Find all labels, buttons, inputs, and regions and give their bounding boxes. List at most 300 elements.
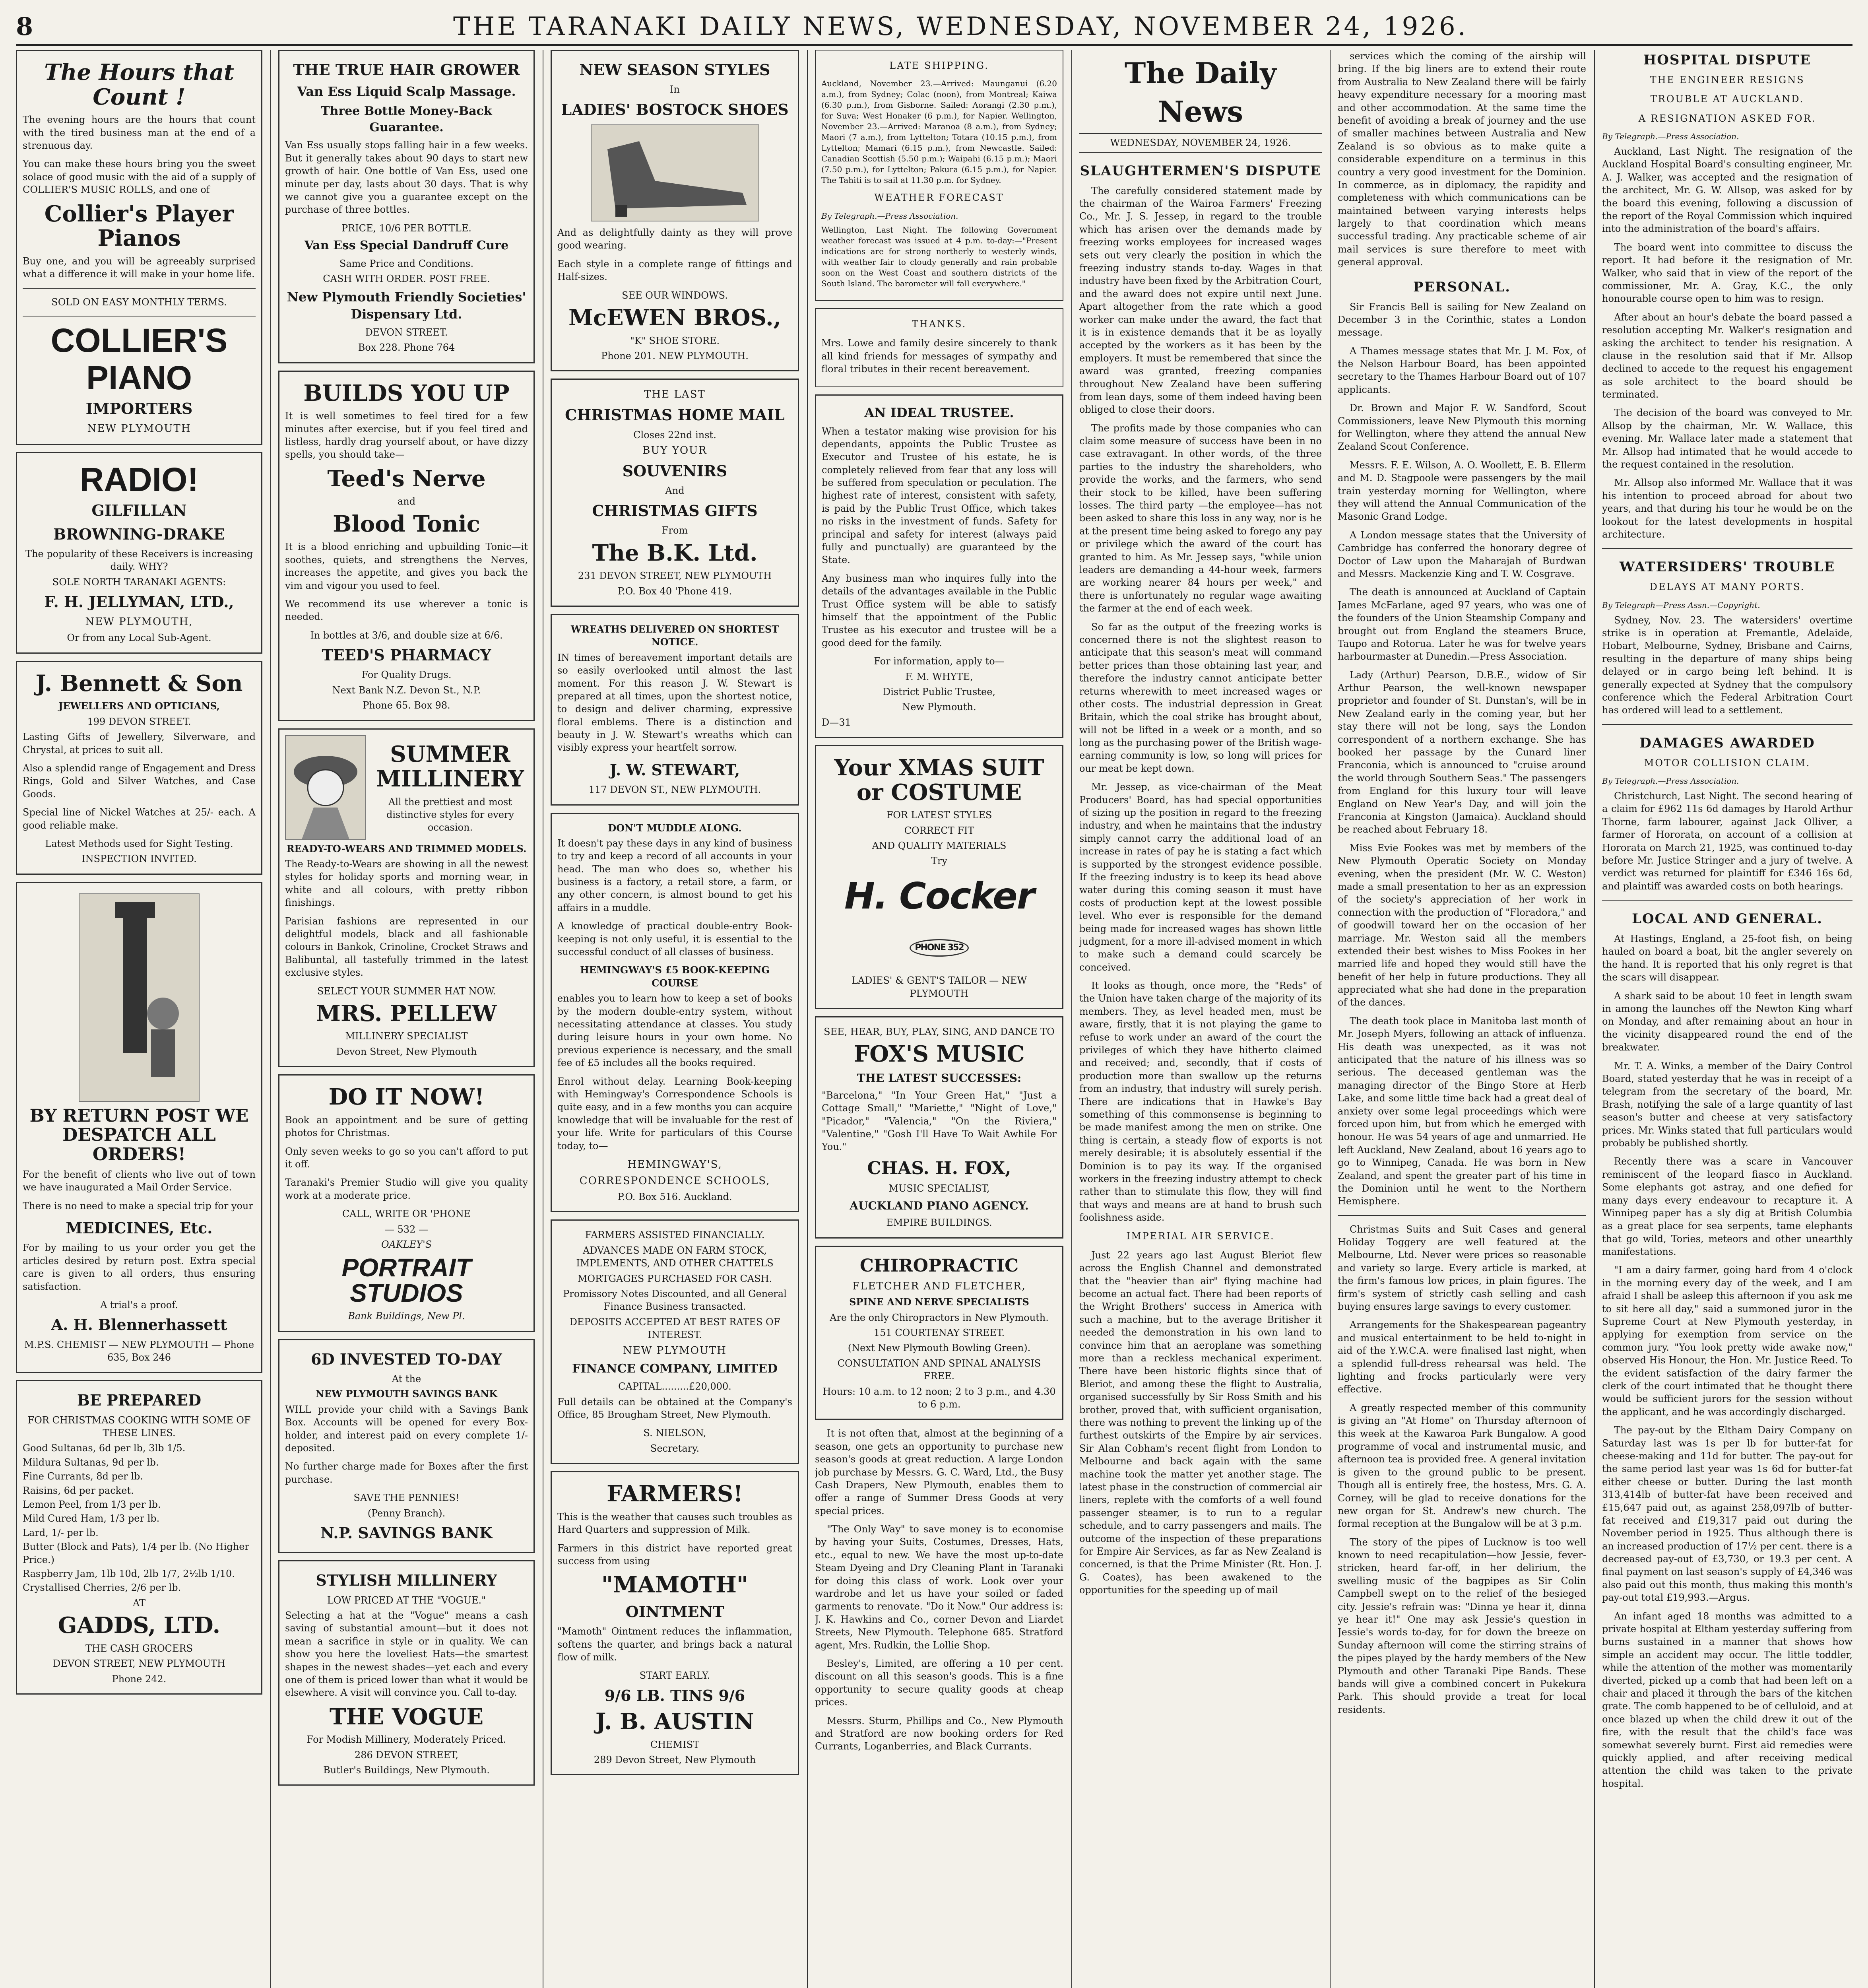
byline: By Telegraph.—Press Association.: [1602, 776, 1739, 786]
ad-text: IN times of bereavement important details are so easily overlooked until almost the last moment. For this reason J. W. Stewart is prepared at all times, upon the shortest notice, to design and deliver charming, expressive floral emblems. There is a distinction and beauty in J. W. Stewart's wreaths which can visibly express your heartfelt sorrow.: [557, 652, 792, 753]
article-text: The story of the pipes of Lucknow is too well known to need recapitulation—how Jessie, fever-stricken, heard far-off, in her delirium, the swelling music of the bagpipes as Sir Colin Campbell swept on to the relief of the besieged city. Jessie's refrain was: "Dinna ye hear it, dinna ye hear it!" One may ask Jessie's question in Jessie's words to-day, for for down the breeze on Sunday afternoon will come the stirring strains of the pipes played by the hardy members of the New Plymouth and other Taranaki Pipe Bands. These bands will give a combined concert in Pukekura Park. This should provide a treat for local residents.: [1338, 1536, 1586, 1715]
stylish-millinery: STYLISH MILLINERY: [316, 1571, 497, 1590]
portrait-studios: PORTRAIT STUDIOS: [341, 1253, 471, 1308]
ad-colliers: [16, 50, 262, 445]
easy-terms: SOLD ON EASY MONTHLY TERMS.: [51, 296, 227, 308]
be-prepared: BE PREPARED: [77, 1391, 202, 1409]
medicines: MEDICINES, Etc.: [66, 1219, 213, 1237]
np: NEW PLYMOUTH: [623, 1344, 727, 1357]
location: NEW PLYMOUTH,: [85, 616, 193, 628]
ad-savings-bank: [278, 1339, 535, 1553]
ad-text: Special line of Nickel Watches at 25/- each. A good reliable make.: [23, 807, 256, 831]
ad-text: For by mailing to us your order you get the articles desired by return post. Extra special care is given to all orders, thus ensuring satisfaction.: [23, 1242, 256, 1292]
article-text: Mr. T. A. Winks, a member of the Dairy Control Board, stated yesterday that he was in receipt of a telegram from the secretary of the board, Mr. Brash, notifying the sale of a large quantity of last season's butter and cheese at very satisfactory prices. Mr. Winks stated that full particulars would probably be published shortly.: [1602, 1060, 1852, 1149]
article-text: The pay-out by the Eltham Dairy Company on Saturday last was 1s per lb for butter-fat for cheese-making and 11d for butter. The pay-out for the same period last year was 1s 6d for butter-fat either cheese or butter. During the last month 313,414lb of butter-fat have been received and £15,647 paid out, as against 258,097lb of butter-fat received and £19,317 paid out during the November period in 1925. Thus although there is an increased production of 17½ per cent. there is a decreased pay-out of £3,730, or 19.3 per cent. A final payment on last season's supply of £4,346 was also paid out this month, thus making this month's pay-out total £19,993.—Argus.: [1602, 1425, 1852, 1604]
phone: Phone 242.: [112, 1673, 167, 1685]
box-phone: Box 228. Phone 764: [358, 342, 455, 353]
advances: ADVANCES MADE ON FARM STOCK, IMPLEMENTS, AND OTHER CHATTELS: [576, 1244, 774, 1269]
mrs-pellew: MRS. PELLEW: [316, 1000, 497, 1027]
ad-text: Enrol without delay. Learning Book-keeping with Hemingway's Correspondence Schools is quite easy, and in a few months you can acquire knowledge that will be invaluable for the rest of your life. Write for particulars of this Course today, to—: [557, 1076, 792, 1151]
article-text: Mr. Allsop also informed Mr. Wallace that it was his intention to proceed abroad for about two years, and that during his tour he would be on the lookout for the latest developments in hospital architecture.: [1602, 477, 1852, 540]
article-text: Mrs. Lowe and family desire sincerely to thank all kind friends for messages of sympathy and floral tributes in their recent bereavement.: [821, 338, 1057, 375]
article-text: An infant aged 18 months was admitted to a private hospital at Eltham yesterday suffering from burns sustained in a manner that shows how simple an accident may occur. The little toddler, while the attention of the mother was momentarily diverted, picked up a comb that had been left on a chair and placed it through the bars of the kitchen grate. The comb happened to be of celluloid, and at once blazed up when the child drew it out of the fire, with the result that the child's face was somewhat severely burnt. First aid remedies were quickly applied, and after receiving medical attention the child was taken to the private hospital.: [1602, 1610, 1852, 1789]
address: Next Bank N.Z. Devon St., N.P.: [332, 684, 481, 696]
thanks-box: [815, 308, 1063, 388]
successes: THE LATEST SUCCESSES:: [857, 1072, 1022, 1085]
sixd-invested: 6D INVESTED TO-DAY: [311, 1350, 502, 1368]
ad-text: You can make these hours bring you the sweet solace of good music with the aid of a supply of COLLIER'S MUSIC ROLLS, and one of: [23, 158, 256, 196]
ad-gadds: [16, 1380, 262, 1695]
christmas-gifts: CHRISTMAS GIFTS: [592, 501, 758, 520]
see-windows: SEE OUR WINDOWS.: [622, 289, 728, 301]
start-early: START EARLY.: [639, 1670, 710, 1681]
piano-agency: AUCKLAND PIANO AGENCY.: [850, 1199, 1029, 1212]
ad-stewart: [551, 614, 799, 806]
piano-heading: PIANO: [86, 359, 192, 396]
ready-to-wears: READY-TO-WEARS AND TRIMMED MODELS.: [286, 843, 527, 854]
list-item: Raisins, 6d per packet.: [23, 1485, 134, 1496]
address: DEVON STREET, NEW PLYMOUTH: [53, 1658, 225, 1670]
ad-text: Farmers in this district have reported great success from using: [557, 1542, 792, 1567]
closes: Closes 22nd inst.: [633, 429, 716, 441]
return-post: BY RETURN POST WE DESPATCH ALL ORDERS!: [29, 1105, 249, 1165]
music-specialist: MUSIC SPECIALIST,: [888, 1183, 990, 1194]
article-text: After about an hour's debate the board passed a resolution accepting Mr. Walker's resignation and asking the architect to tender his resignation. A clause in the resolution said that if Mr. Allsop declined to accede to the request his engagement as sole architect to the board should be terminated.: [1602, 311, 1852, 400]
jewellers: JEWELLERS AND OPTICIANS,: [58, 700, 220, 712]
divider: [23, 288, 256, 289]
address: 199 DEVON STREET.: [87, 716, 191, 727]
fox-music: FOX'S MUSIC: [853, 1041, 1025, 1068]
nielson: S. NIELSON,: [643, 1427, 706, 1439]
ad-text: We recommend its use wherever a tonic is needed.: [285, 598, 528, 623]
ointment: OINTMENT: [625, 1602, 724, 1621]
divider: [1602, 900, 1852, 901]
ad-text: Taranaki's Premier Studio will give you quality work at a moderate price.: [285, 1177, 528, 1201]
hours: Hours: 10 a.m. to 12 noon; 2 to 3 p.m., and 4.30 to 6 p.m.: [822, 1386, 1056, 1410]
article-text: Recently there was a scare in Vancouver reminiscent of the leopard fiasco in Auckland. Some elephants got astray, and one defied for many days every endeavour to recapture it. A Winnipeg paper has a sly dig at British Columbia as a great place for sea serpents, tame elephants that go wild, Tories, meteors and other unearthly manifestations.: [1602, 1156, 1852, 1258]
article-text: Auckland, Last Night. The resignation of the Auckland Hospital Board's consulting engineer, Mr. A. J. Walker, was accepted and the resignation of the architect, Mr. G. W. Allsop, was asked for by the board this evening, following a discussion of the report of the Royal Commission which inquired into the administration of the board's affairs.: [1602, 146, 1852, 235]
dateline: WEDNESDAY, NOVEMBER 24, 1926.: [1079, 133, 1322, 152]
summer-millinery: SUMMER MILLINERY: [376, 741, 524, 792]
ad-text: This is the weather that causes such troubles as Hard Quarters and suppression of Milk.: [557, 1511, 792, 1536]
ad-text: Buy one, and you will be agreeably surprised what a difference it will make in your home life.: [23, 255, 256, 280]
inspection: INSPECTION INVITED.: [81, 853, 197, 865]
ad-text: A knowledge of practical double-entry Book-keeping is not only useful, it is essential to the successful conduct of all classes of business.: [557, 920, 792, 958]
ad-text: There is no need to make a special trip for your: [23, 1200, 253, 1211]
ad-bk: [551, 379, 799, 607]
in: In: [670, 84, 680, 95]
dandruff: Van Ess Special Dandruff Cure: [304, 239, 509, 253]
teeds-pharmacy: TEED'S PHARMACY: [322, 646, 491, 664]
see-hear: SEE, HEAR, BUY, PLAY, SING, AND DANCE TO: [824, 1026, 1055, 1038]
np-savings: N.P. SAVINGS BANK: [320, 1524, 493, 1542]
article-text: Wellington, Last Night. The following Government weather forecast was issued at 4 p.m. to-day:—"Present indications are for strong northerly to westerly winds, with weather fair to cloudy generally and rain probable soon on the West Coast and southern districts of the South Island. The barometer will fall everywhere.": [821, 225, 1057, 288]
address: DEVON STREET.: [365, 326, 448, 338]
ad-text: Selecting a hat at the "Vogue" means a cash saving of substantial amount—but it does not mean a sacrifice in style or in quality. We can show you here the loveliest Hats—the smartest shapes in the newest shades—yet each and every one of them is priced lower than what it would be elsewhere. A visit will convince you. Call to-day.: [285, 1609, 528, 1699]
ad-mcewen: [551, 50, 799, 371]
ad-text: Same Price and Conditions.: [339, 258, 474, 269]
list-item: Lemon Peel, from 1/3 per lb.: [23, 1499, 161, 1510]
byline: By Telegraph.—Press Association.: [1602, 132, 1739, 142]
ad-text: CASH WITH ORDER. POST FREE.: [323, 273, 490, 285]
ad-chiropractic: [815, 1246, 1063, 1420]
address: 151 COURTENAY STREET.: [873, 1327, 1005, 1338]
article-text: A greatly respected member of this community is giving an "At Home" on Thursday afternoon of this week at the Kawaroa Park Bungalow. A good programme of vocal and instrumental music, and afternoon tea is provided free. A general invitation is given to the ground public to be present. Though all is entirely free, the hostess, Mrs. G. A. Corney, will be glad to receive donations for the new organ for St. Andrew's new church. The formal reception at the Bungalow will be at 3 p.m.: [1338, 1402, 1586, 1530]
ad-cocker: [815, 745, 1063, 1009]
buy-your: BUY YOUR: [642, 445, 707, 457]
building: Butler's Buildings, New Plymouth.: [323, 1765, 490, 1776]
new-season: NEW SEASON STYLES: [579, 61, 770, 79]
ad-text: Each style in a complete range of fittings and Half-sizes.: [557, 258, 792, 283]
article-text: Arrangements for the Shakespearean pageantry and musical entertainment to be held to-night in aid of the Y.W.C.A. were finalised last night, when a splendid full-dress rehearsal was held. The lighting and frocks particularly were very effective.: [1338, 1319, 1586, 1395]
stylish-sub: LOW PRICED AT THE "VOGUE.": [327, 1594, 486, 1606]
column-rule: [807, 50, 808, 1988]
editorial-text: Mr. Jessep, as vice-chairman of the Meat Producers' Board, has had special opportunities of sizing up the position in regard to the freezing industry, and when he maintains that the industry simply cannot carry the additional load of an increase in rates of pay he is stating a fact which is supported by the strongest evidence possible. If the freezing industry is to keep its head above water during this coming season it must have costs of production kept at the lowest possible level. Who ever is responsible for the demand being made for increased wages has shown little judgment, for a more ill-advised moment in which to make such a demand could scarcely be conceived.: [1079, 781, 1322, 973]
and: and: [397, 496, 416, 507]
ad-vogue: [278, 1560, 535, 1786]
editorial-text: services which the coming of the airship will bring. If the big liners are to extend their route from Australia to New Zealand there will be fairly heavy expenditure necessary for a mooring mast and other accommodation. At the same time the benefit of avoiding a break of journey and the use of smaller machines between Australia and New Zealand is so obvious as to make quite a considerable expenditure on a terminus in this country a very good investment for the Dominion. In commerce, as in diplomacy, the rapidity and completeness with which communications can be maintained between varying interests helps largely to that coordination which means successful trading. Any practicable scheme of air mail services is sure therefore to meet with general approval.: [1338, 50, 1586, 268]
wreaths: WREATHS DELIVERED ON SHORTEST NOTICE.: [570, 623, 779, 648]
ad-bennett: [16, 661, 262, 875]
editorial-text: The carefully considered statement made by the chairman of the Wairoa Farmers' Freezing Co., Mr. J. S. Jessep, in regard to the trouble which has arisen over the demands made by freezing works employees for increased wages sets out very clearly the position in which the freezing industry stands to-day. Wages in that industry have been fixed by the Arbitration Court, and the award does not expire until next June. Apart altogether from the rate which a good worker can make under the award, the fact that it is in existence demands that it be as loyally accepted by the workers as it has been by the employers. It must be remembered that since the award was granted, freezing companies throughout New Zealand have been suffering from lean days, some of them indeed having been obliged to close their doors.: [1079, 185, 1322, 415]
list-item: Mild Cured Ham, 1/3 per lb.: [23, 1513, 160, 1524]
cocker-name: H. Cocker: [844, 874, 1034, 917]
ad-text: When a testator making wise provision for his dependants, appoints the Public Trustee as Executor and Trustee of his estate, he is completely relieved from fear that any loss will be suffered from speculation or peculation. The highest rate of interest, consistent with safety, is paid by the Public Trust Office, which takes no risks in the investment of funds. Safety for principal and safety for interest (always paid fully and punctually) are guaranteed by the State.: [822, 425, 1057, 566]
article-text: It is not often that, almost at the beginning of a season, one gets an opportunity to purchase new season's goods at great reduction. A large London job purchase by Messrs. G. C. Ward, Ltd., the Busy Cash Drapers, New Plymouth, enables them to offer a range of Summer Dress Goods at very special prices.: [815, 1428, 1063, 1516]
consult: CONSULTATION AND SPINAL ANALYSIS FREE.: [837, 1357, 1041, 1382]
cash-grocers: THE CASH GROCERS: [85, 1642, 193, 1654]
column-5: [1079, 50, 1322, 1988]
ad-text: Any business man who inquires fully into the details of the advantages available in the Public Trust Office system will be able to satisfy himself that the appointment of the Public Trustee as his executor and trustee will be a good deed for the family.: [822, 573, 1057, 648]
latest-styles: FOR LATEST STYLES: [886, 810, 992, 821]
article-text: Auckland, November 23.—Arrived: Maunganui (6.20 a.m.), from Sydney; Colac (noon), from Montreal; Kaiwa (6.30 p.m.), from Gisborne. Sailed: Aorangi (2.30 p.m.), for Suva; West Honaker (6 p.m.), for Napier. Wellington, November 23.—Arrived: Maranoa (8 a.m.), from Sydney; Maori (7 a.m.), from Lyttelton; Totara (10.15 p.m.), from Lyttelton; Mamari (6.15 p.m.), from Newcastle. Sailed: Canadian Scottish (5.50 p.m.); Waipahi (6.15 p.m.); Maori (7.50 p.m.), for Lyttelton; Pakura (6.15 p.m.), for Napier. The Tahiti is to sail at 11.30 p.m. for Sydney.: [821, 79, 1057, 185]
vogue-sub: For Modish Millinery, Moderately Priced.: [306, 1734, 506, 1745]
list-item: Crystallised Cherries, 2/6 per lb.: [23, 1582, 181, 1594]
ad-text: Latest Methods used for Sight Testing.: [45, 838, 233, 849]
bk-ltd: The B.K. Ltd.: [592, 540, 758, 566]
k-shoe: "K" SHOE STORE.: [630, 335, 720, 346]
ad-text: Parisian fashions are represented in our delightful models, black and all fashionable colours in Bankok, Crinoline, Crocket Straws and Balibuntal, all tastefully trimmed in the latest exclusive styles.: [285, 915, 528, 978]
divider: [1602, 548, 1852, 549]
and: And: [665, 485, 685, 497]
article-text: A London message states that the University of Cambridge has conferred the honorary degree of Doctor of Law upon the Maharajah of Burdwan and Messrs. Mackenzie King and T. W. Cosgrave.: [1338, 529, 1586, 579]
editorial-text: Just 22 years ago last August Bleriot flew across the English Channel and demonstrated that the "heavier than air" flying machine had become an actual fact. There had been reports of the Wright Brothers' success in America with such a machine, but to the average Britisher it needed the demonstration in his own land to convince him that an aeroplane was something more than a reckless mechanical experiment. There have been historic flights since that of Bleriot, and among these the flight to Australia, organised successfully by Sir Ross Smith and his brother, proved that, with sufficient organisation, there was nothing to prevent the linking up of the furthest outskirts of the Empire by air services. Sir Alan Cobham's recent flight from London to Melbourne and back again with the same machine took the matter yet another stage. The latest phase in the construction of commercial air liners, replete with the comforts of a well found passenger steamer, is to run to a regular schedule, and to carry passengers and mails. The outcome of the inspection of these preparations for Empire Air Services, as far as New Zealand is concerned, is that the Prime Minister (Rt. Hon. J. G. Coates), has been awakened to the opportunities for the speeding up of mail: [1079, 1249, 1322, 1596]
browning-drake: BROWNING-DRAKE: [53, 525, 225, 543]
masthead-title: THE TARANAKI DAILY NEWS, WEDNESDAY, NOVEMBER 24, 1926.: [453, 12, 1468, 41]
column-rule: [1071, 50, 1072, 1988]
ad-oakleys: [278, 1074, 535, 1332]
article-text: Dr. Brown and Major F. W. Sandford, Scout Commissioners, leave New Plymouth this morning for Wellington, where they attend the annual New Zealand Scout Conference.: [1338, 402, 1586, 452]
ad-text: For Quality Drugs.: [361, 669, 452, 681]
shipping-box: [815, 50, 1063, 301]
info: For information, apply to—: [874, 656, 1005, 667]
shoe-icon: [592, 125, 758, 221]
article-text: At Hastings, England, a 25-foot fish, on being hauled on board a boat, bit the angler severely on the hand. It is reported that his only regret is that the scars will disappear.: [1602, 933, 1852, 983]
cocker-sub: LADIES' & GENT'S TAILOR — NEW PLYMOUTH: [851, 975, 1027, 999]
blennerhassett: A. H. Blennerhassett: [51, 1316, 227, 1334]
tins: 9/6 LB. TINS 9/6: [604, 1686, 745, 1705]
hemingways: HEMINGWAY'S,: [627, 1158, 722, 1171]
ad-text: All the prettiest and most distinctive styles for every occasion.: [386, 796, 514, 833]
at-the: At the: [392, 1373, 421, 1385]
column-7: [1602, 50, 1852, 1988]
bennett-heading: J. Bennett & Son: [35, 670, 243, 697]
grocery-list: [23, 1442, 256, 1594]
article-text: "I am a dairy farmer, going hard from 4 o'clock in the morning every day of the week, and I am afraid I shall be asleep this afternoon if you ask me to sit here all day," said a summoned juror in the Supreme Court at New Plymouth yesterday, in applying for exemption from service on the common jury. "You look pretty wide awake now," observed His Honour, the Hon. Mr. Justice Reed. To the evident satisfaction of the dairy farmer the clerk of the court intimated that he thought there would be sufficient jurors for the session without the applicant, and he was accordingly discharged.: [1602, 1264, 1852, 1417]
chiropractic: CHIROPRACTIC: [859, 1255, 1019, 1276]
section-heading: WEATHER FORECAST: [874, 192, 1004, 204]
mortgages: MORTGAGES PURCHASED FOR CASH.: [577, 1273, 772, 1284]
address: Devon Street, New Plymouth: [336, 1046, 477, 1057]
stewart: J. W. STEWART,: [609, 761, 740, 779]
ad-text: The Ready-to-Wears are showing in all the newest styles for holiday sports and morning wear, in white and all colours, with pretty ribbon finishings.: [285, 858, 528, 909]
article-text: Messrs. Sturm, Phillips and Co., New Plymouth and Stratford are now booking orders for Red Currants, Loganberries, and Black Currants.: [815, 1715, 1063, 1752]
penny-branch: (Penny Branch).: [367, 1507, 446, 1519]
location: NEW PLYMOUTH: [87, 423, 191, 435]
ad-van-ess: [278, 50, 535, 363]
ad-text: Full details can be obtained at the Company's Office, 85 Brougham Street, New Plymouth.: [557, 1396, 792, 1420]
postman-illustration: [79, 893, 200, 1102]
whyte-loc: New Plymouth.: [902, 701, 976, 713]
article-text: The decision of the board was conveyed to Mr. Allsop by the chairman, Mr. W. Wallace, this evening. Mr. Wallace later made a statement that Mr. Allsop had intimated that he would accede to the request contained in the resolution.: [1602, 407, 1852, 470]
ad-text: And as delightfully dainty as they will prove good wearing.: [557, 227, 792, 251]
ad-teeds: [278, 371, 535, 721]
from: From: [661, 525, 688, 536]
article-text: The board went into committee to discuss the report. It had before it the resignation of Mr. Walker, who said that in view of the report of the commissioner, Mr. A. Gray, K.C., the only honourable course open to him was to resign.: [1602, 241, 1852, 305]
sub-agent: Or from any Local Sub-Agent.: [67, 632, 211, 644]
list-item: Fine Currants, 8d per lb.: [23, 1471, 143, 1482]
sub-heading: TROUBLE AT AUCKLAND.: [1650, 93, 1804, 105]
divider: [1338, 1215, 1586, 1216]
ad-text: It is a blood enriching and upbuilding Tonic—it soothes, quiets, and strengthens the Nerves, increases the appetite, and gives you back the vim and vigour you used to feel.: [285, 541, 528, 591]
bank-buildings: Bank Buildings, New Pl.: [348, 1310, 465, 1322]
byline: By Telegraph.—Press Association.: [821, 211, 958, 221]
lady-hat-icon: [286, 736, 365, 839]
farmers: FARMERS!: [607, 1481, 743, 1507]
column-2: [278, 50, 535, 1988]
try: Try: [931, 855, 948, 867]
editorial-heading: SLAUGHTERMEN'S DISPUTE: [1080, 163, 1321, 179]
savings-bank: NEW PLYMOUTH SAVINGS BANK: [315, 1388, 498, 1400]
ad-text: "Barcelona," "In Your Green Hat," "Just a Cottage Small," "Mariette," "Night of Love," "Picador," "Valencia," "On the Riviera," "Valentine," "Gosh I'll Have To Wait Awhile For You.": [822, 1089, 1057, 1153]
address: 117 DEVON ST., NEW PLYMOUTH.: [588, 784, 761, 796]
ad-text: The evening hours are the hours that count with the tired business man at the end of a strenuous day.: [23, 114, 256, 151]
chas-fox: CHAS. H. FOX,: [867, 1158, 1011, 1178]
section-heading: THANKS.: [912, 318, 967, 330]
paper-name: The Daily News: [1124, 56, 1277, 129]
page-number: 8: [16, 12, 33, 41]
ad-hemingway: [551, 813, 799, 1213]
list-item: Lard, 1/- per lb.: [23, 1527, 99, 1538]
article-text: The death took place in Manitoba last month of Mr. Joseph Myers, following an attack of influenza. His death was unexpected, as it was not anticipated that the nature of his illness was so serious. The deceased gentleman was the managing director of the Bingo Store at Herb Lake, and some little time back had a great deal of anxiety over some legal proceedings which were forced upon him, but from which he emerged with honour. He was 54 years of age and unmarried. He left Auckland, New Zealand, about 16 years ago to go to Winnipeg, Canada. He was born in New Zealand, and spent the greater part of his time in the Dominion until he went to the Northern Hemisphere.: [1338, 1015, 1586, 1207]
section-heading: WATERSIDERS' TROUBLE: [1619, 559, 1835, 575]
column-6: [1338, 50, 1586, 1988]
bostock-shoes: LADIES' BOSTOCK SHOES: [561, 100, 789, 118]
builds-heading: BUILDS YOU UP: [303, 380, 510, 406]
the-last: THE LAST: [644, 388, 706, 401]
editorial-text: It looks as though, once more, the "Reds" of the Union have taken charge of the majority of its members. They, as level headed men, must be aware, firstly, that it is not playing the game to refuse to work under an award of the court the privileges of which they have hitherto claimed and received; and, secondly, that if costs of production more than swallow up the returns from an industry, that industry will surely perish. There are indications that in Hawke's Bay something of this commonsense is beginning to be made manifest among the men on strike. One thing is certain, a steady flow of exports is not merely desirable; it is absolutely essential if the Dominion is to pay its way. If the organised workers in the freezing industry attempt to check rather than to stimulate this flow, they will find that ways and means are at hand to brush such foolishness aside.: [1079, 980, 1322, 1223]
tonic-heading: Blood Tonic: [333, 511, 480, 537]
do-it-now: DO IT NOW!: [328, 1084, 485, 1110]
millinery-specialist: MILLINERY SPECIALIST: [345, 1031, 468, 1042]
select-hat: SELECT YOUR SUMMER HAT NOW.: [317, 985, 496, 997]
call-write: CALL, WRITE OR 'PHONE: [342, 1208, 471, 1220]
course: HEMINGWAY'S £5 BOOK-KEEPING COURSE: [580, 964, 770, 989]
ad-text: It doesn't pay these days in any kind of business to try and keep a record of all accounts in your head. The man who does so, whether his business is a factory, a retail store, a farm, or any other concern, is almost bound to get his affairs in a muddle.: [557, 837, 792, 913]
box-phone: P.O. Box 40 'Phone 419.: [617, 585, 732, 597]
address: 231 DEVON STREET, NEW PLYMOUTH: [578, 570, 772, 582]
ad-text: No further charge made for Boxes after the first purchase.: [285, 1461, 528, 1485]
article-text: Lady (Arthur) Pearson, D.B.E., widow of Sir Arthur Pearson, the well-known newspaper proprietor and founder of St. Dunstan's, will be in New Zealand early in the coming year, but her stay there will not be long, says the London correspondent of a northern exchange. She has booked her passage by the Cunard liner Franconia, which is announced to "cruise around the world through Southern Seas." The passengers from England for this luxury tour will leave England on New Year's Day, and will join the Franconia at Kingston (Jamaica). Auckland should be reached about February 18.: [1338, 669, 1586, 835]
trial: A trial's a proof.: [100, 1299, 178, 1310]
sole-agents: SOLE NORTH TARANAKI AGENTS:: [52, 576, 226, 588]
article-text: Christchurch, Last Night. The second hearing of a claim for £962 11s 6d damages by Harold Arthur Thorne, farm labourer, against Jack Olliver, a farmer of Hororata, on account of a collision at Hororata on March 21, 1925, was continued to-day before Mr. Justice Stringer and a jury of twelve. A verdict was returned for plaintiff for £346 16s 6d, and plaintiff was awarded costs on both hearings.: [1602, 790, 1852, 892]
gadds: GADDS, LTD.: [58, 1612, 221, 1639]
ad-text: Van Ess usually stops falling hair in a few weeks. But it generally takes about 90 days to start new growth of hair. One bottle of Van Ess, used one minute per day, lasts about 30 days. That is why we cannot give you a guarantee except on the purchase of three bottles.: [285, 140, 528, 215]
empire: EMPIRE BUILDINGS.: [886, 1217, 992, 1229]
promissory: Promissory Notes Discounted, and all General Finance Business transacted.: [563, 1288, 787, 1312]
gilfillan: GILFILLAN: [91, 501, 187, 520]
quality: AND QUALITY MATERIALS: [872, 840, 1007, 852]
ad-text: Only seven weeks to go so you can't afford to put it off.: [285, 1145, 528, 1170]
ad-public-trust: [815, 394, 1063, 738]
ad-austin: [551, 1471, 799, 1775]
secretary: Secretary.: [650, 1442, 700, 1454]
ad-text: enables you to learn how to keep a set of books by the modern double-entry system, without necessitating attendance at classes. You study during leisure hours in your own home. No previous experience is necessary, and the small fee of £5 includes all the books required.: [557, 993, 792, 1069]
page-masthead: [16, 8, 1852, 46]
ad-fox-music: [815, 1016, 1063, 1239]
nerve-heading: Teed's Nerve: [327, 465, 486, 492]
only: Are the only Chiropractors in New Plymouth.: [830, 1312, 1049, 1323]
article-text: Messrs. F. E. Wilson, A. O. Woollett, E. B. Ellerm and M. D. Stagpoole were passengers by the mail train yesterday morning for Wellington, where they will attend the Annual Communication of the Masonic Grand Lodge.: [1338, 459, 1586, 522]
list-item: Butter (Block and Pats), 1/4 per lb. (No Higher Price.): [23, 1541, 249, 1565]
fletcher: FLETCHER AND FLETCHER,: [852, 1280, 1026, 1293]
column-4: [815, 50, 1063, 1988]
ad-text: "Mamoth" Ointment reduces the inflammation, softens the quarter, and brings back a natural flow of milk.: [557, 1626, 792, 1663]
section-heading: HOSPITAL DISPUTE: [1643, 52, 1811, 68]
ad-code: D—31: [822, 716, 851, 728]
phone: — 532 —: [384, 1223, 429, 1235]
ideal-trustee: AN IDEAL TRUSTEE.: [864, 405, 1014, 421]
article-text: Sydney, Nov. 23. The watersiders' overtime strike is in operation at Fremantle, Adelaide, Hobart, Melbourne, Sydney, Brisbane and Cairns, resulting in the departure of many ships being delayed or in cargo being left behind. It is generally expected at Sydney that the compulsory conference which the Federal Arbitration Court has ordered will lead to a settlement.: [1602, 614, 1852, 716]
finance-company: FINANCE COMPANY, LIMITED: [572, 1361, 778, 1376]
ad-text: For the benefit of clients who live out of town we have inaugurated a Mail Order Service.: [23, 1169, 256, 1193]
article-text: The death is announced at Auckland of Captain James McFarlane, aged 97 years, who was one of the founders of the Union Steamship Company and brought out from England the steamers Bruce, Taupo and Rotorua. Later he was for twelve years harbourmaster at Dunedin.—Press Association.: [1338, 586, 1586, 662]
ad-text: Lasting Gifts of Jewellery, Silverware, and Chrystal, at prices to suit all.: [23, 731, 256, 755]
colliers-heading: COLLIER'S: [50, 321, 228, 359]
ad-blennerhassett: [16, 882, 262, 1373]
column-rule: [1594, 50, 1595, 1988]
phone-badge: PHONE 352: [910, 939, 968, 957]
article-text: "The Only Way" to save money is to economise by having your Suits, Costumes, Dresses, Hats, etc., equal to new. We have the most up-to-date Steam Dyeing and Dry Cleaning Plant in Taranaki for doing this class of work. Look over your wardrobe and let us have your soiled or faded garments to renovate. "Do it Now." Our address is: J. K. Hawkins and Co., corner Devon and Liardet Streets, New Plymouth. Telephone 685. Stratford agent, Mrs. Rudkin, the Lollie Shop.: [815, 1524, 1063, 1651]
list-item: Raspberry Jam, 1lb 10d, 2lb 1/7, 2½lb 1/10.: [23, 1568, 235, 1579]
shoe-illustration: [591, 124, 759, 221]
prepared-sub: FOR CHRISTMAS COOKING WITH SOME OF THESE LINES.: [27, 1414, 251, 1439]
player-pianos: Collier's Player Pianos: [44, 200, 234, 252]
postman-icon: [80, 894, 199, 1101]
friendly-societies: New Plymouth Friendly Societies' Dispensary Ltd.: [287, 289, 526, 322]
phone: Phone 201. NEW PLYMOUTH.: [601, 350, 749, 361]
sub-heading: MOTOR COLLISION CLAIM.: [1644, 757, 1811, 769]
box: P.O. Box 516. Auckland.: [617, 1191, 732, 1203]
article-text: Besley's, Limited, are offering a 10 per cent. discount on all this season's goods. This is a fine opportunity to secure quality goods at cheap prices.: [815, 1658, 1063, 1708]
article-text: Christmas Suits and Suit Cases and general Holiday Toggery are well featured at the Melbourne, Ltd. Never were prices so reasonable and variety so large. Every article is marked, at the firm's famous low prices, in plain figures. The firm's system of strictly cash selling and cash buying ensures large savings to every customer.: [1338, 1223, 1586, 1312]
souvenirs: SOUVENIRS: [622, 462, 727, 480]
guarantee: Three Bottle Money-Back Guarantee.: [321, 104, 492, 134]
editorial-text: So far as the output of the freezing works is concerned there is not the slightest reason to anticipate that this season's meat will command better prices than those obtaining last year, and therefore the industry cannot anticipate better returns wherewith to meet increased wages or other costs. The industrial depression in Great Britain, which the coal strike has brought about, will not be lifted in a week or a month, and so long as the purchasing power of the British wage-earning community is low, so long will prices for our meat be kept down.: [1079, 621, 1322, 774]
price: PRICE, 10/6 PER BOTTLE.: [341, 222, 472, 234]
phone: Phone 65. Box 98.: [363, 700, 450, 711]
divider: [1602, 724, 1852, 725]
address: 289 Devon Street, New Plymouth: [594, 1754, 756, 1766]
ad-text: The popularity of these Receivers is increasing daily. WHY?: [25, 548, 253, 573]
cocker-logo: [822, 872, 1057, 970]
radio-heading: RADIO!: [80, 461, 199, 499]
importers: IMPORTERS: [85, 399, 193, 417]
ad-radio: [16, 452, 262, 654]
byline: By Telegraph—Press Assn.—Copyright.: [1602, 600, 1760, 610]
ad-text: WILL provide your child with a Savings Bank Box. Accounts will be opened for every Box-holder, and interest paid on every complete 1/- deposited.: [285, 1404, 528, 1454]
sub-heading: THE ENGINEER RESIGNS: [1650, 74, 1805, 85]
whyte-title: District Public Trustee,: [883, 686, 996, 697]
at: AT: [132, 1597, 146, 1609]
article-text: A shark said to be about 10 feet in length swam in among the launches off the Newton King wharf on Monday, and after remaining about an hour in the vicinity disappeared round the end of the breakwater.: [1602, 990, 1852, 1053]
list-item: Mildura Sultanas, 9d per lb.: [23, 1456, 159, 1468]
deposits: DEPOSITS ACCEPTED AT BEST RATES OF INTEREST.: [569, 1316, 780, 1341]
muddle: DON'T MUDDLE ALONG.: [608, 822, 742, 834]
column-rule: [1330, 50, 1331, 1988]
sub-heading: DELAYS AT MANY PORTS.: [1649, 581, 1805, 593]
oakleys: OAKLEY'S: [381, 1239, 432, 1250]
farmers-fin: FARMERS ASSISTED FINANCIALLY.: [585, 1229, 765, 1241]
lady-hat-illustration: [285, 735, 366, 840]
article-text: Sir Francis Bell is sailing for New Zealand on December 3 in the Corinthic, states a London message.: [1338, 301, 1586, 338]
austin: J. B. AUSTIN: [595, 1708, 755, 1735]
ad-pellew: [278, 728, 535, 1068]
home-mail: CHRISTMAS HOME MAIL: [565, 406, 785, 424]
section-heading: DAMAGES AWARDED: [1639, 735, 1815, 751]
blenner-sub: M.P.S. CHEMIST — NEW PLYMOUTH — Phone 635, Box 246: [24, 1339, 254, 1363]
spine: SPINE AND NERVE SPECIALISTS: [849, 1296, 1029, 1308]
column-3: [551, 50, 799, 1988]
column-1: [16, 50, 262, 1988]
ad-finance: [551, 1219, 799, 1464]
jellyman: F. H. JELLYMAN, LTD.,: [44, 593, 234, 611]
price: In bottles at 3/6, and double size at 6/6.: [310, 629, 503, 641]
whyte: F. M. WHYTE,: [905, 671, 973, 682]
section-heading: PERSONAL.: [1413, 279, 1511, 295]
capital: CAPITAL.........£20,000.: [618, 1381, 731, 1392]
mamoth: "MAMOTH": [601, 1572, 749, 1598]
article-text: A Thames message states that Mr. J. M. Fox, of the Nelson Harbour Board, has been appointed secretary to the Thames Harbour Board out of 107 applicants.: [1338, 345, 1586, 395]
ad-text: Also a splendid range of Engagement and Dress Rings, Gold and Silver Watches, and Case Goods.: [23, 762, 256, 800]
address: 286 DEVON STREET,: [354, 1749, 459, 1761]
section-heading: LOCAL AND GENERAL.: [1632, 911, 1823, 927]
ad-text: Book an appointment and be sure of getting photos for Christmas.: [285, 1114, 528, 1139]
xmas-suit: Your XMAS SUIT or COSTUME: [834, 755, 1044, 806]
the-vogue: THE VOGUE: [329, 1703, 484, 1730]
column-rule: [270, 50, 271, 1988]
mcewen-bros: McEWEN BROS.,: [568, 304, 782, 331]
editorial-text: The profits made by those companies who can claim some measure of success have been in no case extravagant. In other words, of the three parties to the industry the shareholders, who provide the works, and the farmers, who send their stock to be killed, have been suffering losses. The third party —the employee—has not been asked to share this loss in any way, nor is he at the present time being asked to forego any pay or privilege which the award of the court has granted to him. As Mr. Jessep says, "while union leaders are demanding a 44-hour week, farmers are working nearer 84 hours per week," and there is unfortunately no regular wage awaiting the farmer at the end of each week.: [1079, 422, 1322, 614]
correct-fit: CORRECT FIT: [904, 825, 974, 836]
hair-title: THE TRUE HAIR GROWER: [293, 61, 520, 79]
schools: CORRESPONDENCE SCHOOLS,: [579, 1175, 770, 1187]
bowling: (Next New Plymouth Bowling Green).: [848, 1342, 1031, 1354]
hair-sub: Van Ess Liquid Scalp Massage.: [297, 84, 516, 99]
ad-text: It is well sometimes to feel tired for a few minutes after exercise, but if you feel tired and listless, hardly drag yourself about, or have dizzy spells, you should take—: [285, 410, 528, 460]
section-heading: IMPERIAL AIR SERVICE.: [1126, 1230, 1275, 1242]
